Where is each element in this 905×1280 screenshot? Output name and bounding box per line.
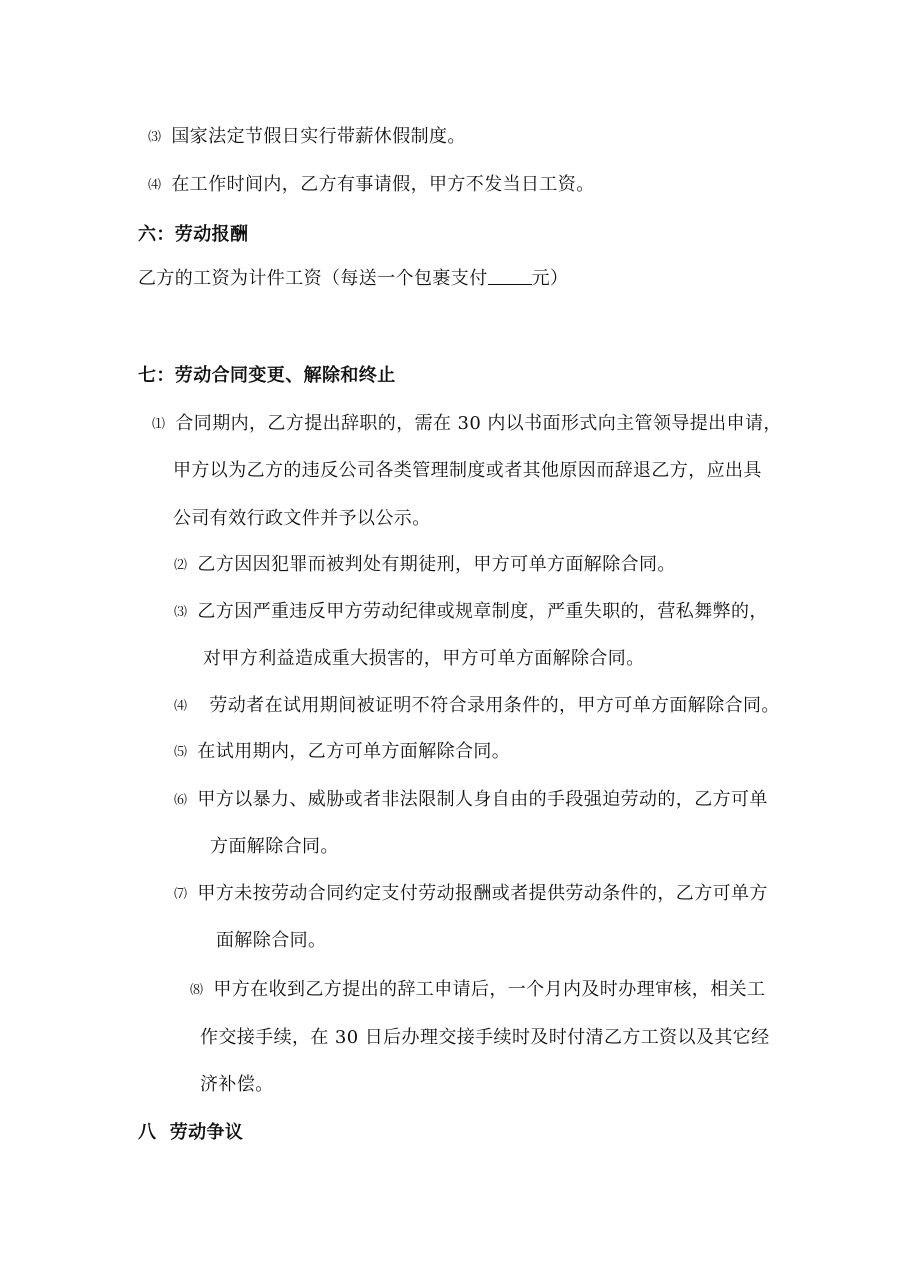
salary-unit: 元）: [531, 268, 569, 289]
item-number: ⑸: [174, 745, 188, 760]
item-continuation: 面解除合同。: [216, 930, 327, 951]
list-item: [190, 978, 765, 1003]
section-heading: 七：劳动合同变更、解除和终止: [138, 365, 396, 386]
item-continuation: 作交接手续，在 30 日后办理交接手续时及时付清乙方工资以及其它经: [200, 1027, 770, 1048]
item-text: 甲方在收到乙方提出的辞工申请后，一个月内及时办理审核，相关工: [213, 979, 766, 1000]
salary-paragraph: [138, 267, 568, 291]
item-number: ⑹: [174, 793, 188, 808]
item-number: ⑴: [152, 417, 166, 432]
item-text: 国家法定节假日实行带薪休假制度。: [171, 126, 466, 147]
item-number: ⑺: [174, 887, 188, 902]
item-text: 乙方因因犯罪而被判处有期徒刑，甲方可单方面解除合同。: [197, 554, 676, 575]
section-heading: 八 劳动争议: [138, 1122, 244, 1143]
item-continuation: 甲方以为乙方的违反公司各类管理制度或者其他原因而辞退乙方，应出具: [173, 460, 762, 481]
item-text: 合同期内，乙方提出辞职的，需在 30 内以书面形式向主管领导提出申请，: [175, 413, 782, 434]
item-text: 乙方因严重违反甲方劳动纪律或规章制度，严重失职的，营私舞弊的，: [197, 601, 768, 622]
salary-text: 乙方的工资为计件工资（每送一个包裹支付: [138, 268, 488, 289]
item-text: 劳动者在试用期间被证明不符合录用条件的，甲方可单方面解除合同。: [209, 695, 780, 716]
section-heading: 六：劳动报酬: [138, 224, 249, 245]
item-number: ⑷: [148, 178, 162, 193]
item-number: ⑶: [174, 605, 188, 620]
list-item: [152, 412, 782, 437]
item-number: ⑵: [174, 558, 188, 573]
list-item: [174, 740, 510, 765]
item-number: ⑶: [148, 130, 162, 145]
item-continuation: 对甲方利益造成重大损害的，甲方可单方面解除合同。: [203, 648, 645, 669]
list-item: [174, 694, 780, 719]
list-item: [148, 173, 595, 198]
item-number: ⑷: [174, 699, 188, 714]
list-item: [148, 125, 466, 150]
list-item: [174, 788, 768, 813]
item-continuation: 公司有效行政文件并予以公示。: [173, 508, 431, 529]
list-item: [174, 600, 768, 625]
salary-blank: [488, 267, 532, 285]
list-item: [174, 553, 676, 578]
item-text: 甲方以暴力、威胁或者非法限制人身自由的手段强迫劳动的，乙方可单: [197, 789, 768, 810]
item-text: 在工作时间内，乙方有事请假，甲方不发当日工资。: [171, 174, 595, 195]
list-item: [174, 882, 768, 907]
item-text: 甲方未按劳动合同约定支付劳动报酬或者提供劳动条件的，乙方可单方: [197, 883, 768, 904]
item-continuation: 方面解除合同。: [210, 836, 339, 857]
item-number: ⑻: [190, 983, 204, 998]
item-text: 在试用期内，乙方可单方面解除合同。: [197, 741, 511, 762]
item-continuation: 济补偿。: [200, 1074, 274, 1095]
